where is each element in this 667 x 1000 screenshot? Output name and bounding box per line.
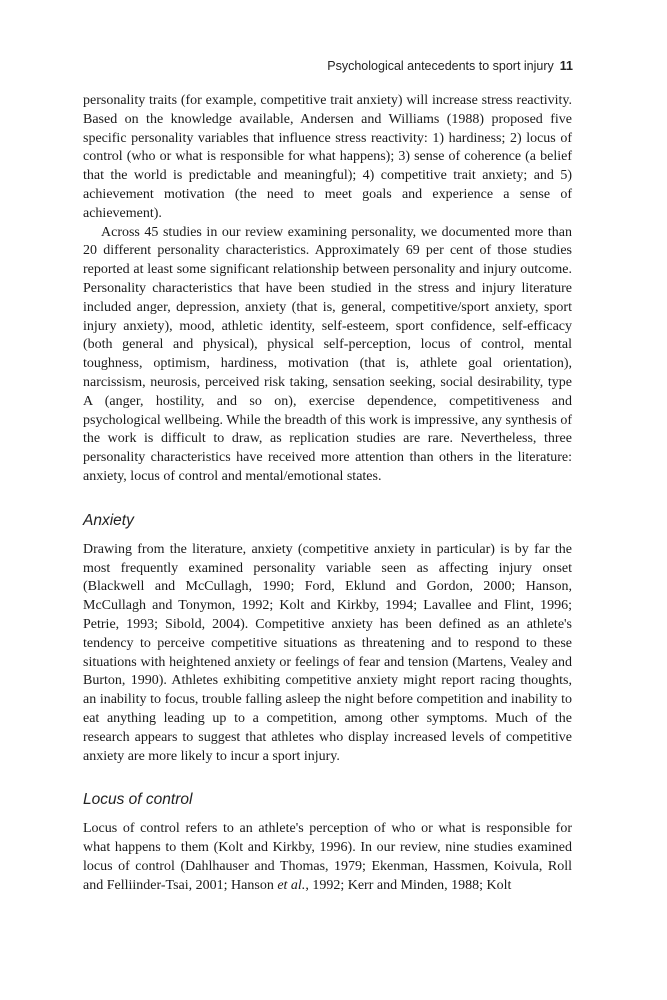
locus-text-part-1: Locus of control refers to an athlete's perception of who or what is responsible for what happens to them (Kolt and Kirkby, 1996). In our review, nine studies examined locus of control (Dahlhauser and Thomas, 1979; Ekenman, Hassmen, Koivula, Roll and Felliinder-Tsai, 2001; Hanson [83,821,572,893]
paragraph-anxiety: Drawing from the literature, anxiety (competitive anxiety in particular) is by far the most frequently examined personality variable seen as affecting injury onset (Blackwell and McCullagh, 1990; Ford, Eklund and Gordon, 2000; Hanson, McCullagh and Tonymon, 1992; Kolt and Kirkby, 1994; Lavallee and Flint, 1996; Petrie, 1993; Sibold, 2004). Competitive anxiety has been defined as an athlete's tendency to perceive competitive situations as threatening and to respond to these situations with heightened anxiety or feelings of fear and tension (Martens, Vealey and Burton, 1990). Athletes exhibiting competitive anxiety might report racing thoughts, an inability to focus, trouble falling asleep the night before competition and inability to eat anything leading up to a competition, among other symptoms. Much of the research appears to suggest that athletes who display increased levels of competitive anxiety are more likely to incur a sport injury. [83,541,572,764]
paragraph-locus-of-control [83,820,572,895]
page-number: 11 [559,59,573,73]
paragraph-personality-review: Across 45 studies in our review examining personality, we documented more than 20 different personality characteristics. Approximately 69 per cent of those studies reported at least some significant relationship between personality and injury outcome. Personality characteristics that have been studied in the stress and injury literature included anger, depression, anxiety (that is, general, competitive/sport anxiety, sport injury anxiety), mood, athletic identity, self-esteem, sport confidence, self-efficacy (both general and physical), physical self-perception, locus of control, mental toughness, optimism, hardiness, motivation (that is, athlete goal orientation), narcissism, neurosis, perceived risk taking, sensation seeking, social desirability, type A (anger, hostility, and so on), exercise dependence, competitiveness and psychological wellbeing. While the breadth of this work is impressive, any synthesis of the work is difficult to draw, as replication studies are rare. Nevertheless, three personality characteristics have received more attention than others in the literature: anxiety, locus of control and mental/emotional states. [83,224,572,484]
locus-text-part-2: , 1992; Kerr and Minden, 1988; Kolt [305,877,512,893]
section-heading-locus-of-control: Locus of control [83,791,193,809]
running-head-title: Psychological antecedents to sport injury [327,59,554,73]
locus-text-italic: et al. [277,877,306,893]
running-head [327,59,573,73]
body-text [83,92,572,895]
paragraph-personality-traits: personality traits (for example, competitive trait anxiety) will increase stress reactivity. Based on the knowledge available, Andersen and Williams (1988) proposed five specific personality variables that influence stress reactivity: 1) hardiness; 2) locus of control (who or what is responsible for what happens); 3) sense of coherence (a belief that the world is predictable and meaningful); 4) competitive trait anxiety; and 5) achievement motivation (the need to meet goals and experience a sense of achievement). [83,93,572,221]
section-heading-anxiety: Anxiety [83,511,134,529]
